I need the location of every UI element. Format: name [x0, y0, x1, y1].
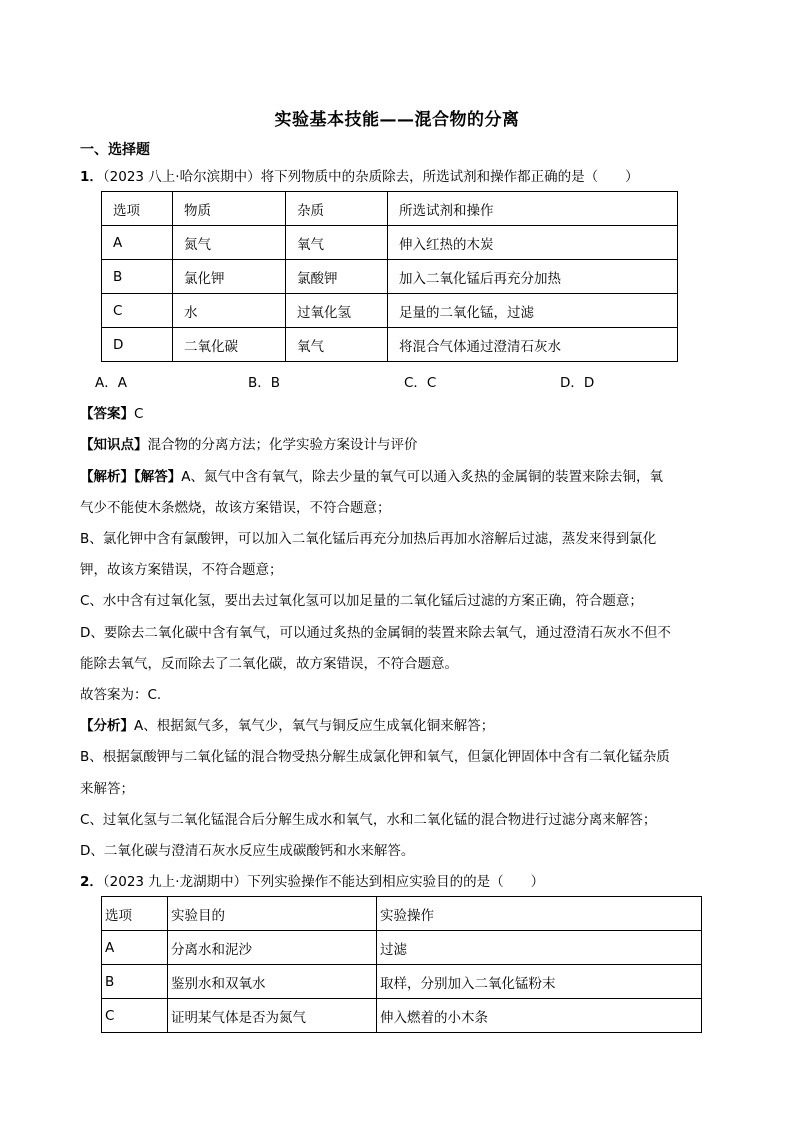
table-cell: 过滤	[377, 931, 702, 965]
table-header-row	[102, 897, 702, 931]
table-cell: B	[102, 260, 173, 294]
fenxi-line: 来解答；	[80, 781, 134, 797]
answer-value: C	[134, 406, 144, 422]
fenxi-line: B、根据氯酸钾与二氧化锰的混合物受热分解生成氯化钾和氧气，但氯化钾固体中含有二氧化锰杂质	[80, 749, 670, 765]
table-row	[102, 226, 678, 260]
final-answer-line: 故答案为：C.	[80, 687, 162, 703]
question-1-text: （2023 八上·哈尔滨期中）将下列物质中的杂质除去，所选试剂和操作都正确的是（ ）	[102, 169, 639, 185]
table-header-cell: 实验目的	[168, 897, 377, 931]
question-1-number: 1．	[80, 169, 103, 185]
table-cell: C	[102, 999, 168, 1033]
knowledge-line	[80, 433, 418, 453]
option-b: B．B	[248, 375, 281, 391]
analysis-line	[80, 465, 663, 485]
analysis-line: 钾，故该方案错误，不符合题意；	[80, 562, 283, 578]
table-row	[102, 260, 678, 294]
analysis-line: 能除去氧气，反而除去了二氧化碳，故方案错误，不符合题意。	[80, 656, 458, 672]
analysis-text: A、氮气中含有氧气，除去少量的氧气可以通入炙热的金属铜的装置来除去铜，氧	[181, 469, 663, 485]
answer-tag: 【答案】	[80, 406, 134, 422]
answer-line	[80, 402, 143, 422]
table-cell: 氧气	[286, 226, 388, 260]
fenxi-tag: 【分析】	[80, 718, 134, 734]
question-1-table	[101, 191, 678, 362]
table-cell: A	[102, 931, 168, 965]
question-2-stem	[80, 870, 544, 890]
analysis-line: 气少不能使木条燃烧，故该方案错误，不符合题意；	[80, 500, 391, 516]
fenxi-line: C、过氧化氢与二氧化锰混合后分解生成水和氧气，水和二氧化锰的混合物进行过滤分离来解答；	[80, 812, 657, 828]
analysis-line: D、要除去二氧化碳中含有氧气，可以通过炙热的金属铜的装置来除去氧气，通过澄清石灰水不但不	[80, 625, 671, 641]
question-2-text: （2023 九上·龙湖期中）下列实验操作不能达到相应实验目的的是（ ）	[102, 874, 545, 890]
table-row	[102, 294, 678, 328]
analysis-line: B、氯化钾中含有氯酸钾，可以加入二氧化锰后再充分加热后再加水溶解后过滤，蒸发来得到氯化	[80, 531, 657, 547]
knowledge-tag: 【知识点】	[80, 437, 148, 453]
table-row	[102, 931, 702, 965]
table-cell: 证明某气体是否为氮气	[168, 999, 377, 1033]
table-cell: 伸入燃着的小木条	[377, 999, 702, 1033]
table-cell: 氯酸钾	[286, 260, 388, 294]
section-heading: 一、选择题	[80, 142, 150, 158]
table-cell: 氮气	[173, 226, 286, 260]
table-cell: B	[102, 965, 168, 999]
table-row	[102, 328, 678, 362]
knowledge-text: 混合物的分离方法；化学实验方案设计与评价	[147, 437, 418, 453]
option-c: C．C	[404, 375, 437, 391]
table-cell: 氧气	[286, 328, 388, 362]
fenxi-text: A、根据氮气多，氧气少，氧气与铜反应生成氧化铜来解答；	[134, 718, 495, 734]
table-cell: 氯化钾	[173, 260, 286, 294]
table-cell: C	[102, 294, 173, 328]
fenxi-line: D、二氧化碳与澄清石灰水反应生成碳酸钙和水来解答。	[80, 843, 415, 859]
analysis-line: C、水中含有过氧化氢，要出去过氧化氢可以加足量的二氧化锰后过滤的方案正确，符合题意；	[80, 593, 643, 609]
table-header-cell: 物质	[173, 192, 286, 226]
table-cell: 取样，分别加入二氧化锰粉末	[377, 965, 702, 999]
table-cell: 过氧化氢	[286, 294, 388, 328]
table-header-cell: 所选试剂和操作	[388, 192, 678, 226]
question-1-stem	[80, 165, 639, 185]
table-row	[102, 965, 702, 999]
table-cell: 二氧化碳	[173, 328, 286, 362]
table-cell: 水	[173, 294, 286, 328]
table-header-cell: 选项	[102, 897, 168, 931]
page-title: 实验基本技能——混合物的分离	[274, 110, 520, 130]
table-header-cell: 选项	[102, 192, 173, 226]
table-row	[102, 999, 702, 1033]
table-header-cell: 实验操作	[377, 897, 702, 931]
option-d: D．D	[560, 375, 595, 391]
table-header-row	[102, 192, 678, 226]
question-2-table	[101, 896, 702, 1033]
table-cell: 足量的二氧化锰，过滤	[388, 294, 678, 328]
table-cell: 将混合气体通过澄清石灰水	[388, 328, 678, 362]
table-cell: A	[102, 226, 173, 260]
table-cell: 鉴别水和双氧水	[168, 965, 377, 999]
table-header-cell: 杂质	[286, 192, 388, 226]
table-cell: 加入二氧化锰后再充分加热	[388, 260, 678, 294]
table-cell: D	[102, 328, 173, 362]
fenxi-line	[80, 714, 494, 734]
table-cell: 伸入红热的木炭	[388, 226, 678, 260]
question-2-number: 2．	[80, 874, 103, 890]
option-a: A．A	[95, 375, 127, 391]
analysis-tag: 【解析】【解答】	[80, 469, 182, 485]
table-cell: 分离水和泥沙	[168, 931, 377, 965]
